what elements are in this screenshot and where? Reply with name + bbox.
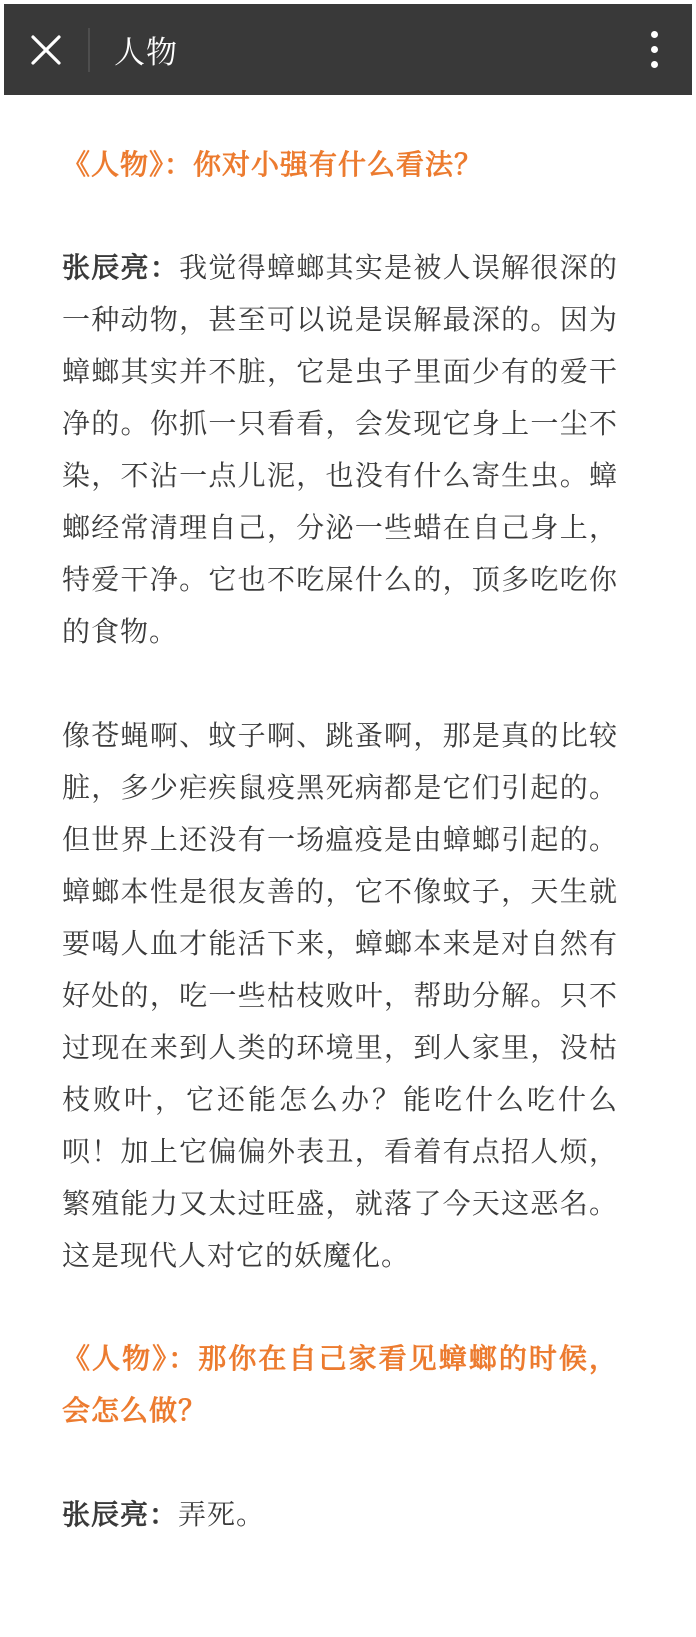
answer-1 xyxy=(62,242,618,658)
article-body xyxy=(62,139,618,1541)
question-1: 《人物》：你对小强有什么看法？ xyxy=(62,148,484,181)
answer-1-text: 我觉得蟑螂其实是被人误解很深的一种动物，甚至可以说是误解最深的。因为蟑螂其实并不脏，它是虫子里面少有的爱干净的。你抓一只看看，会发现它身上一尘不染，不沾一点儿泥，也没有什么寄生虫。蟑螂经常清理自己，分泌一些蜡在自己身上，特爱干净。它也不吃屎什么的，顶多吃吃你的食物。 xyxy=(62,251,618,648)
more-vertical-icon xyxy=(651,31,658,38)
close-icon xyxy=(31,35,61,65)
answer-2 xyxy=(62,1489,618,1541)
speaker-name: 张辰亮： xyxy=(62,1498,179,1531)
more-vertical-icon-dot xyxy=(651,46,658,53)
more-menu-button[interactable] xyxy=(626,4,682,95)
page-title: 人物 xyxy=(114,35,178,71)
answer-1-paragraph-2: 像苍蝇啊、蚊子啊、跳蚤啊，那是真的比较脏，多少疟疾鼠疫黑死病都是它们引起的。但世界上还没有一场瘟疫是由蟑螂引起的。蟑螂本性是很友善的，它不像蚊子，天生就要喝人血才能活下来，蟑螂本来是对自然有好处的，吃一些枯枝败叶，帮助分解。只不过现在来到人类的环境里，到人家里，没枯枝败叶，它还能怎么办？能吃什么吃什么呗！加上它偏偏外表丑，看着有点招人烦，繁殖能力又太过旺盛，就落了今天这恶名。这是现代人对它的妖魔化。 xyxy=(62,719,618,1272)
question-2: 《人物》：那你在自己家看见蟑螂的时候，会怎么做？ xyxy=(62,1342,618,1427)
speaker-name: 张辰亮： xyxy=(62,251,180,284)
header-divider xyxy=(88,28,90,72)
close-button[interactable] xyxy=(4,4,88,95)
answer-2-text: 弄死。 xyxy=(178,1498,266,1531)
header-bar xyxy=(4,4,692,95)
more-vertical-icon-dot xyxy=(651,61,658,68)
